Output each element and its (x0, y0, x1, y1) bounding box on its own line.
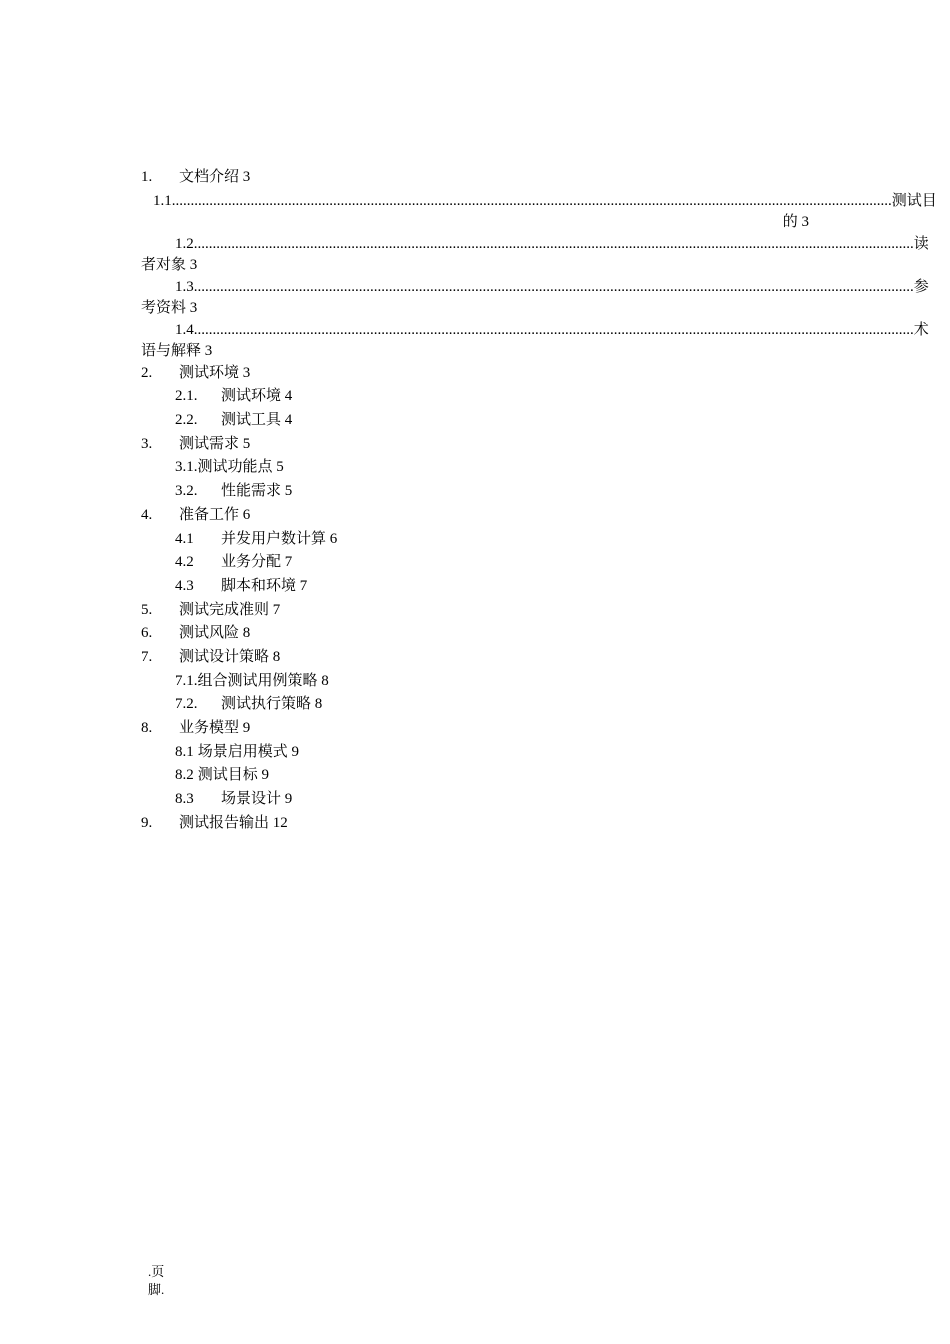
toc-title: 测试目标 (197, 767, 258, 784)
toc-entry-2-1[interactable] (141, 385, 809, 409)
toc-entry-4[interactable] (141, 504, 809, 528)
toc-title: 测试工具 (221, 412, 282, 429)
toc-entry-7[interactable] (141, 646, 809, 670)
toc-title: 组合测试用例策略 (197, 672, 318, 689)
toc-page: 4 (284, 388, 293, 405)
toc-entry-5[interactable] (141, 599, 809, 623)
toc-number: 3.2. (175, 483, 198, 500)
toc-number: 2.2. (175, 412, 198, 429)
toc-title: 测试风险 (179, 625, 240, 642)
toc-number: 7. (141, 648, 153, 665)
toc-entry-9[interactable] (141, 812, 809, 836)
toc-number: 1. (141, 169, 153, 185)
toc-entry-3-1[interactable] (141, 456, 809, 480)
toc-title-wrap: 考资料 3 (141, 299, 198, 316)
toc-title-part: 术 (913, 321, 929, 338)
toc-page: 3 (242, 169, 251, 185)
toc-page: 7 (299, 577, 308, 594)
toc-title: 并发用户数计算 (221, 530, 327, 547)
toc-number: 8.2 (175, 767, 194, 784)
dot-leader: ................................................................................................................................................................................................ (171, 192, 892, 209)
toc-title: 测试功能点 (197, 459, 273, 476)
toc-page: 8 (242, 625, 251, 642)
dot-leader: ................................................................................................................................................................................................ (193, 278, 914, 295)
toc-entry-8-1[interactable] (141, 741, 809, 765)
toc-entry-4-2[interactable] (141, 551, 809, 575)
toc-page: 9 (242, 720, 251, 736)
toc-title-wrap: 的 3 (782, 213, 809, 230)
dot-leader: ................................................................................................................................................................................................ (193, 235, 914, 252)
toc-number: 3.1. (175, 459, 198, 476)
toc-entry-6[interactable] (141, 622, 809, 646)
toc-title-part: 测试目 (891, 192, 937, 209)
toc-title: 测试设计策略 (179, 648, 270, 665)
toc-title: 测试执行策略 (221, 696, 312, 713)
toc-entry-8-2[interactable] (141, 764, 809, 788)
toc-title: 测试完成准则 (179, 601, 270, 618)
toc-number: 3. (141, 435, 153, 452)
toc-number: 8.3 (175, 791, 194, 808)
toc-entry-8[interactable] (141, 717, 809, 741)
toc-number: 4.3 (175, 577, 194, 594)
toc-title-part: 参 (913, 278, 929, 295)
toc-title-wrap: 语与解释 3 (141, 342, 213, 359)
toc-page: 12 (272, 814, 288, 831)
toc-title: 脚本和环境 (221, 577, 297, 594)
page-footer (148, 1263, 172, 1299)
toc-page: 8 (321, 672, 329, 689)
toc-number: 7.1. (175, 672, 198, 689)
toc-title: 业务分配 (221, 554, 282, 571)
toc-entry-3[interactable] (141, 433, 809, 457)
toc-number: 6. (141, 625, 153, 642)
toc-page: 8 (272, 648, 281, 665)
table-of-contents (141, 166, 937, 835)
toc-page: 7 (284, 554, 293, 571)
toc-title: 业务模型 (179, 720, 240, 736)
toc-title-part: 读 (913, 235, 929, 252)
toc-entry-1-3[interactable] (141, 276, 929, 319)
toc-page: 5 (276, 459, 284, 476)
toc-number: 1.3 (175, 278, 194, 295)
toc-entry-2-2[interactable] (141, 409, 809, 433)
toc-number: 1.4 (175, 321, 194, 338)
footer-line: .页 (148, 1264, 165, 1279)
toc-entry-2[interactable] (141, 362, 809, 386)
toc-number: 1.2 (175, 235, 194, 252)
toc-page: 6 (242, 506, 251, 523)
toc-entry-3-2[interactable] (141, 480, 809, 504)
toc-page: 5 (242, 435, 251, 452)
footer-line: 脚. (148, 1282, 165, 1297)
toc-number: 8. (141, 720, 153, 736)
toc-page: 4 (284, 412, 293, 429)
toc-number: 2.1. (175, 388, 198, 405)
toc-page: 9 (261, 767, 270, 784)
dot-leader: ................................................................................................................................................................................................ (193, 321, 914, 338)
toc-number: 4.2 (175, 554, 194, 571)
toc-entry-1-1[interactable] (141, 190, 937, 233)
toc-title: 场景设计 (221, 791, 282, 808)
toc-page: 5 (284, 483, 293, 500)
toc-entry-7-2[interactable] (141, 693, 809, 717)
toc-title: 准备工作 (179, 506, 240, 523)
toc-page: 9 (284, 791, 293, 808)
toc-entry-4-1[interactable] (141, 528, 809, 552)
toc-title: 性能需求 (221, 483, 282, 500)
toc-number: 9. (141, 814, 153, 831)
toc-title-wrap: 者对象 3 (141, 256, 198, 273)
toc-page: 6 (329, 530, 338, 547)
toc-entry-4-3[interactable] (141, 575, 809, 599)
toc-number: 2. (141, 364, 153, 381)
toc-entry-1-4[interactable] (141, 319, 929, 362)
toc-number: 7.2. (175, 696, 198, 713)
toc-number: 5. (141, 601, 153, 618)
toc-title: 文档介绍 (179, 169, 240, 185)
toc-entry-7-1[interactable] (141, 670, 809, 694)
toc-entry-8-3[interactable] (141, 788, 809, 812)
toc-title: 场景启用模式 (197, 743, 288, 760)
toc-title: 测试环境 (221, 388, 282, 405)
toc-title: 测试需求 (179, 435, 240, 452)
toc-number: 4.1 (175, 530, 194, 547)
toc-title: 测试环境 (179, 364, 240, 381)
toc-number: 8.1 (175, 743, 194, 760)
toc-number: 1.1 (153, 192, 172, 209)
toc-entry-1[interactable] (141, 166, 809, 190)
toc-entry-1-2[interactable] (141, 233, 929, 276)
toc-page: 9 (291, 743, 300, 760)
toc-number: 4. (141, 506, 153, 523)
toc-page: 8 (314, 696, 323, 713)
toc-page: 7 (272, 601, 281, 618)
toc-page: 3 (242, 364, 251, 381)
toc-title: 测试报告输出 (179, 814, 270, 831)
